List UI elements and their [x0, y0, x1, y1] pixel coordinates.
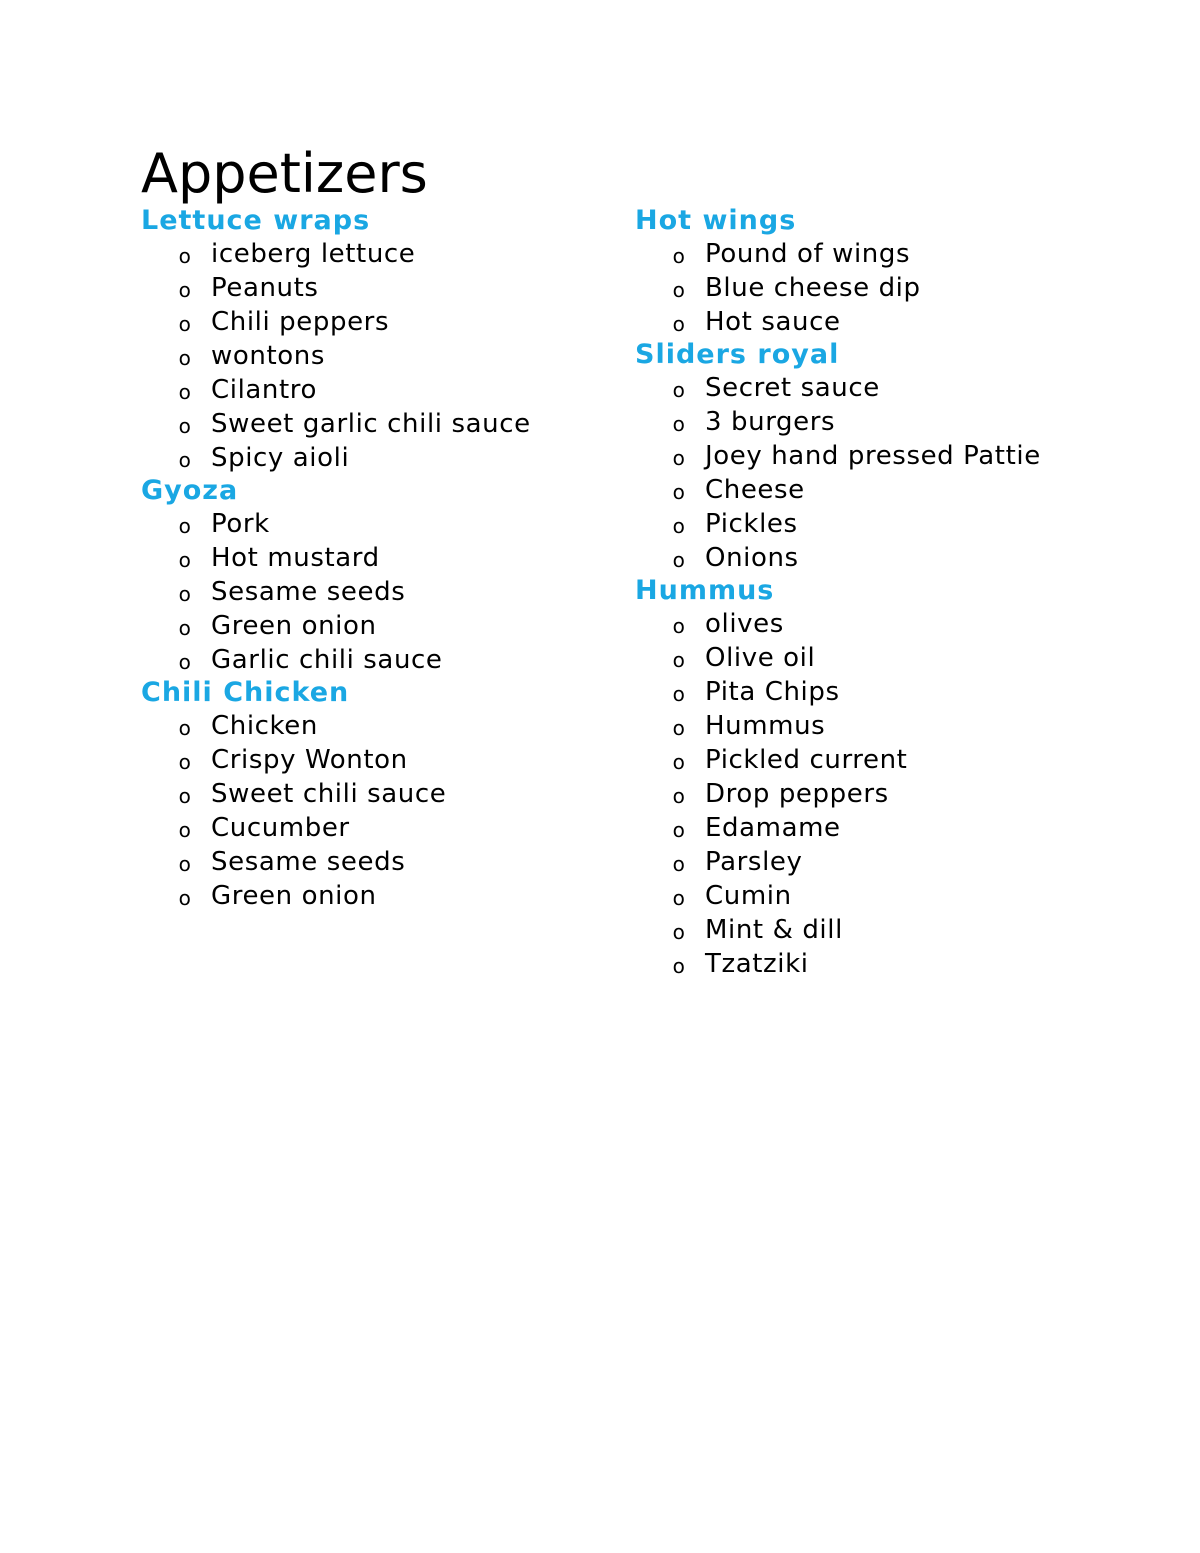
list-item-text: Blue cheese dip: [705, 273, 921, 303]
list-item-text: Sesame seeds: [211, 577, 406, 607]
list-item-text: Chicken: [211, 711, 318, 741]
list-item-text: Crispy Wonton: [211, 745, 408, 775]
list-item-text: Sesame seeds: [211, 847, 406, 877]
list-item-text: 3 burgers: [705, 407, 836, 437]
bullet-icon: o: [672, 920, 686, 944]
list-item: [141, 373, 611, 407]
menu-section-hummus: [635, 575, 1155, 981]
list-item: [141, 709, 611, 743]
list-item: [141, 845, 611, 879]
bullet-icon: o: [672, 784, 686, 808]
list-item: [635, 541, 1155, 575]
list-item: [635, 743, 1155, 777]
list-item: [635, 641, 1155, 675]
bullet-icon: o: [672, 312, 686, 336]
left-column: [141, 205, 611, 913]
list-item-text: Pickles: [705, 509, 798, 539]
list-item-text: Pork: [211, 509, 270, 539]
list-item: [635, 845, 1155, 879]
list-item-text: Olive oil: [705, 643, 816, 673]
bullet-icon: o: [178, 548, 192, 572]
list-item: [141, 237, 611, 271]
list-item-text: Cilantro: [211, 375, 318, 405]
list-item-text: Tzatziki: [705, 949, 809, 979]
list-item-text: Hot sauce: [705, 307, 841, 337]
list-item-text: Cheese: [705, 475, 805, 505]
list-item: [141, 811, 611, 845]
page-title: Appetizers: [141, 142, 428, 205]
list-item: [141, 743, 611, 777]
bullet-icon: o: [178, 818, 192, 842]
list-item: [635, 439, 1155, 473]
section-heading: Lettuce wraps: [141, 205, 371, 236]
list-item: [141, 305, 611, 339]
ingredient-list: [635, 607, 1155, 981]
bullet-icon: o: [672, 682, 686, 706]
section-heading: Chili Chicken: [141, 677, 350, 708]
section-heading: Hummus: [635, 575, 775, 606]
bullet-icon: o: [178, 514, 192, 538]
bullet-icon: o: [672, 648, 686, 672]
list-item: [635, 811, 1155, 845]
bullet-icon: o: [672, 548, 686, 572]
list-item-text: Cumin: [705, 881, 792, 911]
menu-section-gyoza: [141, 475, 611, 677]
bullet-icon: o: [178, 886, 192, 910]
list-item: [635, 473, 1155, 507]
list-item-text: iceberg lettuce: [211, 239, 416, 269]
list-item-text: Drop peppers: [705, 779, 889, 809]
bullet-icon: o: [178, 716, 192, 740]
section-heading: Gyoza: [141, 475, 239, 506]
ingredient-list: [141, 237, 611, 475]
bullet-icon: o: [178, 852, 192, 876]
bullet-icon: o: [672, 480, 686, 504]
list-item-text: Parsley: [705, 847, 803, 877]
bullet-icon: o: [178, 582, 192, 606]
bullet-icon: o: [672, 614, 686, 638]
list-item-text: olives: [705, 609, 784, 639]
list-item-text: Pound of wings: [705, 239, 911, 269]
list-item-text: Green onion: [211, 611, 377, 641]
ingredient-list: [141, 709, 611, 913]
bullet-icon: o: [672, 886, 686, 910]
list-item-text: wontons: [211, 341, 325, 371]
list-item-text: Cucumber: [211, 813, 350, 843]
list-item-text: Joey hand pressed Pattie: [705, 441, 1041, 471]
ingredient-list: [635, 237, 1155, 339]
bullet-icon: o: [672, 446, 686, 470]
bullet-icon: o: [178, 278, 192, 302]
list-item: [141, 643, 611, 677]
bullet-icon: o: [178, 312, 192, 336]
list-item: [635, 507, 1155, 541]
ingredient-list: [635, 371, 1155, 575]
list-item: [635, 371, 1155, 405]
menu-section-sliders-royal: [635, 339, 1155, 575]
list-item: [635, 777, 1155, 811]
bullet-icon: o: [178, 750, 192, 774]
bullet-icon: o: [178, 380, 192, 404]
list-item: [635, 237, 1155, 271]
list-item: [635, 947, 1155, 981]
list-item-text: Sweet garlic chili sauce: [211, 409, 531, 439]
menu-section-lettuce-wraps: [141, 205, 611, 475]
section-heading: Sliders royal: [635, 339, 840, 370]
list-item: [635, 607, 1155, 641]
bullet-icon: o: [178, 784, 192, 808]
section-heading: Hot wings: [635, 205, 797, 236]
list-item: [635, 913, 1155, 947]
list-item: [141, 879, 611, 913]
bullet-icon: o: [672, 852, 686, 876]
bullet-icon: o: [178, 414, 192, 438]
bullet-icon: o: [672, 378, 686, 402]
list-item-text: Secret sauce: [705, 373, 880, 403]
bullet-icon: o: [178, 448, 192, 472]
list-item-text: Sweet chili sauce: [211, 779, 447, 809]
bullet-icon: o: [672, 716, 686, 740]
list-item: [141, 609, 611, 643]
ingredient-list: [141, 507, 611, 677]
list-item: [141, 271, 611, 305]
bullet-icon: o: [672, 412, 686, 436]
list-item: [635, 305, 1155, 339]
bullet-icon: o: [672, 244, 686, 268]
list-item-text: Onions: [705, 543, 799, 573]
bullet-icon: o: [178, 650, 192, 674]
list-item: [141, 339, 611, 373]
list-item: [141, 541, 611, 575]
list-item: [141, 407, 611, 441]
bullet-icon: o: [672, 278, 686, 302]
list-item-text: Pickled current: [705, 745, 908, 775]
list-item-text: Hummus: [705, 711, 826, 741]
list-item-text: Chili peppers: [211, 307, 390, 337]
right-column: [635, 205, 1155, 981]
bullet-icon: o: [672, 514, 686, 538]
list-item: [141, 507, 611, 541]
list-item-text: Edamame: [705, 813, 841, 843]
bullet-icon: o: [672, 818, 686, 842]
bullet-icon: o: [178, 346, 192, 370]
list-item: [141, 441, 611, 475]
list-item: [635, 271, 1155, 305]
list-item-text: Garlic chili sauce: [211, 645, 443, 675]
bullet-icon: o: [178, 244, 192, 268]
list-item: [635, 405, 1155, 439]
list-item-text: Mint & dill: [705, 915, 843, 945]
list-item: [635, 709, 1155, 743]
menu-section-chili-chicken: [141, 677, 611, 913]
list-item-text: Hot mustard: [211, 543, 380, 573]
bullet-icon: o: [672, 954, 686, 978]
list-item: [141, 777, 611, 811]
list-item-text: Spicy aioli: [211, 443, 350, 473]
list-item: [635, 675, 1155, 709]
menu-section-hot-wings: [635, 205, 1155, 339]
list-item-text: Pita Chips: [705, 677, 840, 707]
list-item: [635, 879, 1155, 913]
list-item-text: Peanuts: [211, 273, 319, 303]
bullet-icon: o: [178, 616, 192, 640]
list-item-text: Green onion: [211, 881, 377, 911]
list-item: [141, 575, 611, 609]
bullet-icon: o: [672, 750, 686, 774]
